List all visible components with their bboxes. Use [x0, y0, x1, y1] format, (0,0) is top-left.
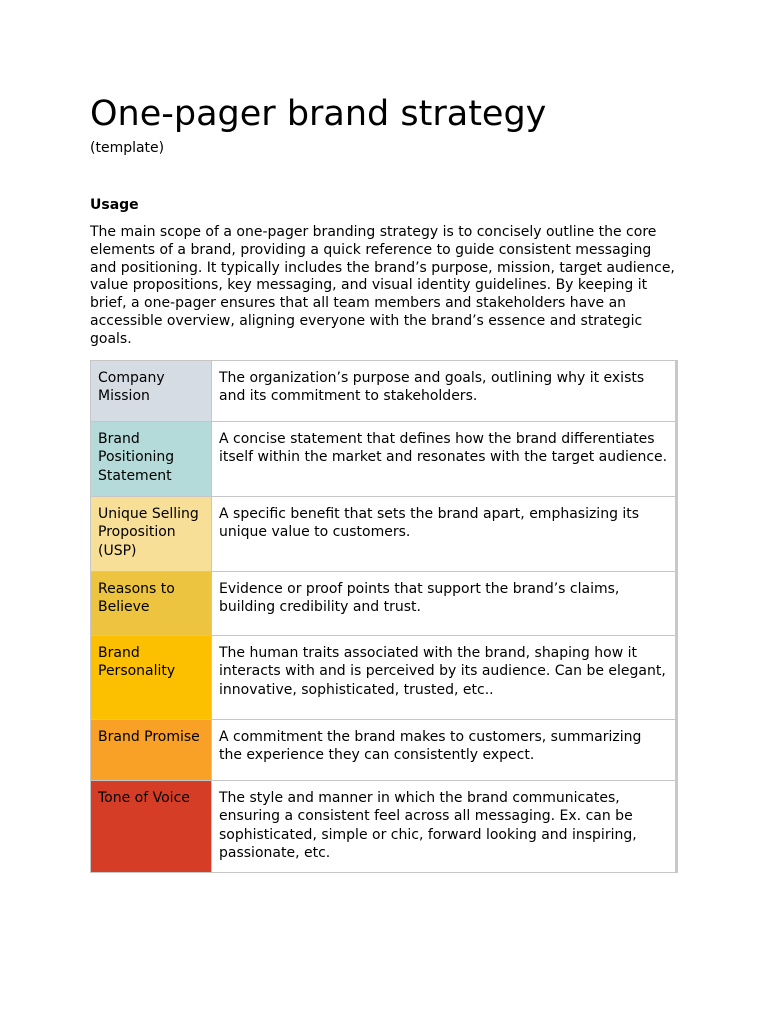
description-cell-brand-promise: A commitment the brand makes to customers, summarizing the experience they can consistently expect.: [212, 720, 677, 781]
label-cell-unique-selling-proposition: Unique Selling Proposition (USP): [91, 497, 212, 572]
description-cell-company-mission: The organization’s purpose and goals, outlining why it exists and its commitment to stakeholders.: [212, 361, 677, 422]
description-cell-unique-selling-proposition: A specific benefit that sets the brand apart, emphasizing its unique value to customers.: [212, 497, 677, 572]
label-cell-company-mission: Company Mission: [91, 361, 212, 422]
table-row-tone-of-voice: [91, 781, 677, 873]
page-title: One-pager brand strategy: [90, 94, 547, 134]
table-row-brand-personality: [91, 636, 677, 720]
description-cell-brand-positioning-statement: A concise statement that defines how the brand differentiates itself within the market and resonates with the target audience.: [212, 422, 677, 497]
description-cell-brand-personality: The human traits associated with the brand, shaping how it interacts with and is perceived by its audience. Can be elegant, innovative, sophisticated, trusted, etc..: [212, 636, 677, 720]
label-cell-brand-promise: Brand Promise: [91, 720, 212, 781]
brand-strategy-table: [90, 360, 678, 873]
description-cell-reasons-to-believe: Evidence or proof points that support the brand’s claims, building credibility and trust.: [212, 572, 677, 636]
table-row-unique-selling-proposition: [91, 497, 677, 572]
table-row-brand-promise: [91, 720, 677, 781]
description-cell-tone-of-voice: The style and manner in which the brand communicates, ensuring a consistent feel across all messaging. Ex. can be sophisticated, simple or chic, forward looking and inspiring, passionate, etc.: [212, 781, 677, 873]
usage-heading: Usage: [90, 197, 139, 213]
label-cell-tone-of-voice: Tone of Voice: [91, 781, 212, 873]
table-row-company-mission: [91, 361, 677, 422]
label-cell-reasons-to-believe: Reasons to Believe: [91, 572, 212, 636]
page-subtitle: (template): [90, 140, 165, 156]
label-cell-brand-positioning-statement: Brand Positioning Statement: [91, 422, 212, 497]
label-cell-brand-personality: Brand Personality: [91, 636, 212, 720]
table-row-brand-positioning-statement: [91, 422, 677, 497]
usage-paragraph: The main scope of a one-pager branding strategy is to concisely outline the core elements of a brand, providing a quick reference to guide consistent messaging and positioning. It typically includes the brand’s purpose, mission, target audience, value propositions, key messaging, and visual identity guidelines. By keeping it brief, a one-pager ensures that all team members and stakeholders have an accessible overview, aligning everyone with the brand’s essence and strategic goals.: [90, 224, 675, 347]
table-row-reasons-to-believe: [91, 572, 677, 636]
